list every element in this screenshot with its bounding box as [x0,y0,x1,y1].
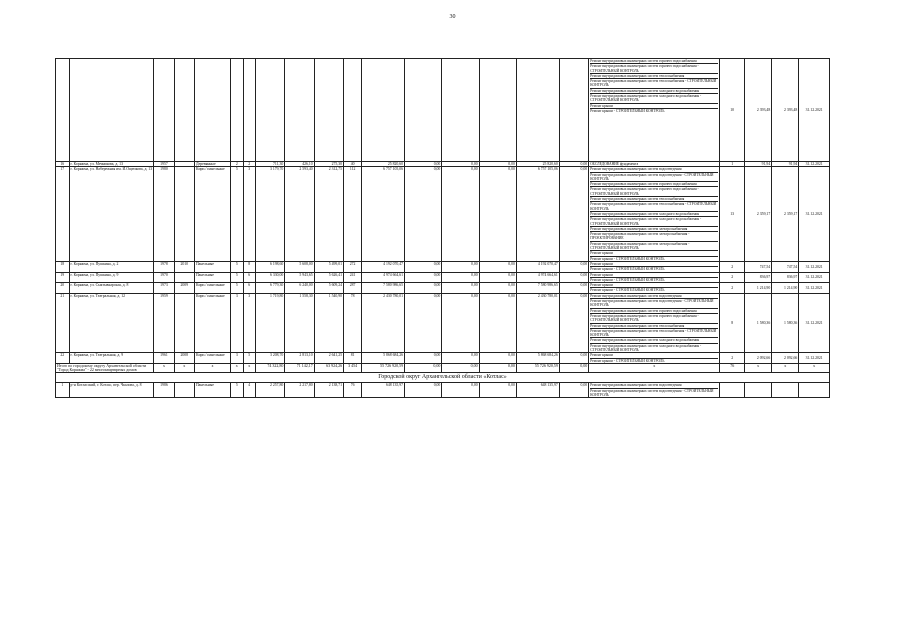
table-cell [442,59,479,162]
deadline: 31.12.2021 [799,272,830,283]
residents: 3 454 [344,363,362,373]
fund-regional: 0,00 [442,293,479,353]
work-item: Ремонт крыши [590,104,718,109]
unit-cost: 836,97 [745,272,772,283]
residents: 40 [344,162,362,167]
floors: 5 [231,383,243,398]
dash-cell: х [799,363,830,373]
table-cell [285,59,314,162]
entrances: 2 [243,162,255,167]
cost-total: 4 974 664,61 [362,272,405,283]
year-renovated [174,293,194,353]
table-cell [174,59,194,162]
year-built: 1957 [154,162,174,167]
cost-total: 55 726 920,59 [362,363,405,373]
work-item: Ремонт крыши - СТРОИТЕЛЬНЫЙ КОНТРОЛЬ [590,358,665,363]
table-cell [772,383,799,398]
work-item: Ремонт внутридомовых инженерных систем горячего водоснабжения [590,59,718,64]
residents: 78 [344,293,362,353]
fund-local: 0,00 [479,272,516,283]
max-cost: 1 214,90 [772,283,799,294]
year-built: 1973 [154,283,174,294]
fund-regional: 0,00 [442,363,479,373]
fund-owners: 4 974 664,61 [516,272,559,283]
fund-local: 0,00 [479,293,516,353]
table-row [56,167,830,262]
table-row [56,383,830,398]
max-cost: 747,54 [772,261,799,272]
fund-regional: 0,00 [442,272,479,283]
fund-other: 0,00 [559,162,588,167]
fund-owners: 648 135,97 [516,383,559,398]
dash-cell: х [745,363,772,373]
work-item: Ремонт крыши - СТРОИТЕЛЬНЫЙ КОНТРОЛЬ [590,267,665,272]
fund-other: 0,00 [559,283,588,294]
row-number: 16 [56,162,70,167]
work-item: Ремонт внутридомовых инженерных систем водоотведения - СТРОИТЕЛЬНЫЙ КОНТРОЛЬ [590,388,714,398]
fund-other: 0,00 [559,272,588,283]
area-living: 5 943,65 [285,272,314,283]
deadline: 31.12.2021 [799,162,830,167]
area-living: 2 217,80 [285,383,314,398]
works-list [589,353,720,364]
fund-federal: 0,00 [405,353,442,364]
table-row [56,283,830,294]
fund-other: 0,00 [559,261,588,272]
dash-cell: х [154,363,174,373]
work-item: Ремонт крыши - СТРОИТЕЛЬНЫЙ КОНТРОЛЬ [590,277,665,282]
max-cost: 2 393,48 [772,59,799,162]
fund-federal: 0,00 [405,162,442,167]
work-item: Ремонт внутридомовых инженерных систем горячего водоснабжения [590,182,718,187]
work-count: 1 [720,162,745,167]
work-count: 10 [720,59,745,162]
wall-material: Кирп./ панельные [194,167,230,262]
area-total: 6 779,30 [255,283,284,294]
fund-local: 0,00 [479,167,516,262]
floors: 2 [231,162,243,167]
work-count: 2 [720,261,745,272]
floors: 5 [231,272,243,283]
table-cell [559,59,588,162]
table-cell [516,59,559,162]
entrances: 6 [243,283,255,294]
wall-material: Панельные [194,272,230,283]
residents: 241 [344,272,362,283]
fund-federal: 0,00 [405,283,442,294]
row-number: 19 [56,272,70,283]
row-number: 20 [56,283,70,294]
work-item: Ремонт внутридомовых инженерных систем горячего водоснабжения - СТРОИТЕЛЬНЫЙ КОНТРОЛЬ [590,314,718,324]
fund-regional: 0,00 [442,283,479,294]
max-cost: 2 092,66 [772,353,799,364]
fund-owners: 4 192 070,47 [516,261,559,272]
works-list [589,293,720,353]
fund-federal: 0,00 [405,261,442,272]
fund-federal: 0,00 [405,293,442,353]
wall-material: Кирп./ панельные [194,283,230,294]
fund-local: 0,00 [479,383,516,398]
unit-cost: 2 359,17 [745,167,772,262]
work-item: Ремонт внутридомовых инженерных систем водоотведения [590,383,718,388]
wall-material: Панельные [194,261,230,272]
area-living: 2 593,40 [285,167,314,262]
area-total: 74 322,80 [255,363,284,373]
area-living: 71 142,17 [285,363,314,373]
table-cell [344,59,362,162]
unit-cost: 2 092,66 [745,353,772,364]
fund-regional: 0,00 [442,167,479,262]
year-built: 1980 [154,167,174,262]
table-cell [231,59,243,162]
entrances: 4 [243,383,255,398]
works-list [589,59,720,162]
deadline: 31.12.2021 [799,353,830,364]
area-total: 2 257,80 [255,383,284,398]
work-item: Ремонт крыши [590,353,718,358]
area-owned: 5 499,01 [314,261,343,272]
floors: 3 [231,293,243,353]
floors: 3 [231,353,243,364]
residents: 272 [344,261,362,272]
area-owned: 2 138,71 [314,383,343,398]
year-renovated [174,272,194,283]
work-item: ОБСЛЕДОВАНИЕ фундамента [590,162,639,166]
work-item: Ремонт крыши [590,283,718,288]
table-cell [405,59,442,162]
area-owned: 5 626,41 [314,272,343,283]
table-cell [194,59,230,162]
dash-cell: х [174,363,194,373]
fund-regional: 0,00 [442,261,479,272]
table-row [56,293,830,353]
fund-local: 0,00 [479,363,516,373]
cost-total: 5 868 684,26 [362,353,405,364]
address: г. Коряжма, ул. Пушкина, д. 2 [69,261,154,272]
work-item: Ремонт внутридомовых инженерных систем электроснабжения [590,227,718,232]
work-item: Ремонт внутридомовых инженерных систем теплоснабжения [590,197,718,202]
dash-cell: х [243,363,255,373]
floors: 5 [231,261,243,272]
unit-cost: 1 214,90 [745,283,772,294]
fund-owners: 2 430 780,01 [516,293,559,353]
fund-regional: 0,00 [442,383,479,398]
max-cost: 836,97 [772,272,799,283]
fund-federal: 0,00 [405,272,442,283]
cost-total: 6 757 105,06 [362,167,405,262]
max-cost: 2 359,17 [772,167,799,262]
work-item: Ремонт внутридомовых инженерных систем холодного водоснабжения - СТРОИТЕЛЬНЫЙ КОНТРОЛЬ [590,217,718,227]
deadline: 31.12.2021 [799,167,830,262]
year-renovated: 2008 [174,353,194,364]
page-number: 30 [449,14,456,20]
address: г. Коряжма, ул. Театральная, д. 9 [69,353,154,364]
fund-other: 0,00 [559,363,588,373]
year-built: 1970 [154,272,174,283]
dash-cell: х [194,363,230,373]
work-item: Ремонт внутридомовых инженерных систем холодного водоснабжения [590,89,718,94]
work-item: Ремонт внутридомовых инженерных систем водоотведения - СТРОИТЕЛЬНЫЙ КОНТРОЛЬ [590,173,718,183]
wall-material: Кирп./ панельные [194,353,230,364]
area-living: 5 608,00 [285,261,314,272]
fund-owners: 6 757 105,06 [516,167,559,262]
deadline: 31.12.2021 [799,293,830,353]
works-list [589,272,720,283]
year-renovated: 2009 [174,283,194,294]
work-item: Ремонт внутридомовых инженерных систем теплоснабжения [590,74,718,79]
works-list [589,261,720,272]
row-number: 17 [56,167,70,262]
table-cell [799,383,830,398]
table-row [56,59,830,162]
wall-material: Панельные [194,383,230,398]
fund-local: 0,00 [479,283,516,294]
floors: 5 [231,167,243,262]
table-cell [479,59,516,162]
area-owned: 2 641,25 [314,353,343,364]
work-item: Ремонт внутридомовых инженерных систем теплоснабжения [590,324,718,329]
work-item: Ремонт внутридомовых инженерных систем теплоснабжения - СТРОИТЕЛЬНЫЙ КОНТРОЛЬ [590,79,718,89]
year-renovated [174,383,194,398]
fund-owners: 7 580 986,65 [516,283,559,294]
area-total: 6 198,60 [255,261,284,272]
work-count: 2 [720,272,745,283]
table-cell [255,59,284,162]
unit-cost: 2 393,48 [745,59,772,162]
fund-owners: 25 820,60 [516,162,559,167]
area-total: 6 330,00 [255,272,284,283]
work-item: Ремонт крыши [590,273,718,278]
address: г. Коряжма, ул. Театральная, д. 12 [69,293,154,353]
work-item: Ремонт внутридомовых инженерных систем горячего водоснабжения - СТРОИТЕЛЬНЫЙ КОНТРОЛЬ [590,64,718,74]
fund-other: 0,00 [559,383,588,398]
cost-total: 648 135,97 [362,383,405,398]
max-cost: 91,94 [772,162,799,167]
cost-total: 4 192 070,47 [362,261,405,272]
residents: 81 [344,353,362,364]
address: р-н Котласский, г. Котлас, пер. Чкалова, д. 8 [69,383,154,398]
table-cell [314,59,343,162]
wall-material: Деревянные [194,162,230,167]
work-count: 8 [720,293,745,353]
area-owned: 2 312,75 [314,167,343,262]
work-item: Ремонт крыши [590,251,718,256]
area-living: 1 558,30 [285,293,314,353]
work-item: Ремонт крыши - СТРОИТЕЛЬНЫЙ КОНТРОЛЬ [590,108,665,113]
floors: 5 [231,283,243,294]
work-count: 13 [720,167,745,262]
work-item: Ремонт внутридомовых инженерных систем водоотведения [590,167,718,172]
works-list [589,167,720,262]
fund-other: 0,00 [559,353,588,364]
wall-material: Кирп./ панельные [194,293,230,353]
row-number: 22 [56,353,70,364]
entrances: 8 [243,261,255,272]
entrances: 6 [243,272,255,283]
area-living: 6 240,00 [285,283,314,294]
work-item: Ремонт внутридомовых инженерных систем электроснабжения - ПРОЕКТИРОВАНИЕ [590,232,718,242]
area-total: 1 719,80 [255,293,284,353]
table-row [56,353,830,364]
table-cell [69,59,154,162]
address: г. Коряжма, ул. Набережная им. И.Ощепкова, д. 13 [69,167,154,262]
fund-local: 0,00 [479,261,516,272]
work-item: Ремонт внутридомовых инженерных систем холодного водоснабжения [590,212,718,217]
fund-local: 0,00 [479,353,516,364]
area-owned: 275,30 [314,162,343,167]
work-item: Ремонт внутридомовых инженерных систем холодного водоснабжения - СТРОИТЕЛЬНЫЙ КОНТРОЛЬ [590,94,718,104]
table-cell [720,383,745,398]
work-item: Ремонт внутридомовых инженерных систем водоотведения [590,294,718,299]
table-cell [56,59,70,162]
work-item: Ремонт внутридомовых инженерных систем электроснабжения - СТРОИТЕЛЬНЫЙ КОНТРОЛЬ [590,242,718,252]
row-number: 18 [56,261,70,272]
section-title: Городской округ Архангельской области «Котлас» [56,373,830,383]
year-built: 1986 [154,383,174,398]
work-item: Ремонт крыши - СТРОИТЕЛЬНЫЙ КОНТРОЛЬ [590,288,665,293]
unit-cost: 747,54 [745,261,772,272]
row-number: 1 [56,383,70,398]
area-owned: 63 924,26 [314,363,343,373]
unit-cost: 1 580,36 [745,293,772,353]
area-total: 3 208,70 [255,353,284,364]
total-label: Итого по городскому округу Архангельской области "Город Коряжма" - 22 многоквартирных домов [56,363,154,373]
fund-owners: 55 726 920,59 [516,363,559,373]
work-item: Ремонт внутридомовых инженерных систем теплоснабжения - СТРОИТЕЛЬНЫЙ КОНТРОЛЬ [590,202,718,212]
address: г. Коряжма, ул. Мечникова, д. 13 [69,162,154,167]
cost-total: 25 820,60 [362,162,405,167]
residents: 112 [344,167,362,262]
row-number: 21 [56,293,70,353]
year-renovated: 2010 [174,261,194,272]
fund-federal: 0,00 [405,363,442,373]
works-list [589,283,720,294]
area-total: 3 179,70 [255,167,284,262]
fund-regional: 0,00 [442,353,479,364]
deadline: 31.12.2021 [799,261,830,272]
residents: 287 [344,283,362,294]
cost-total: 2 430 780,01 [362,293,405,353]
work-item: Ремонт внутридомовых инженерных систем холодного водоснабжения - СТРОИТЕЛЬНЫЙ КОНТРОЛЬ [590,343,702,352]
dash-cell: х [772,363,799,373]
table-row [56,272,830,283]
table-cell [154,59,174,162]
fund-other: 0,00 [559,293,588,353]
total-row [56,363,830,373]
fund-federal: 0,00 [405,383,442,398]
work-count: 76 [720,363,745,373]
year-renovated [174,167,194,262]
address: г. Коряжма, ул. Сыктывкарская, д. 8 [69,283,154,294]
work-item: Ремонт внутридомовых инженерных систем водоотведения - СТРОИТЕЛЬНЫЙ КОНТРОЛЬ [590,299,718,309]
dash-cell: х [589,363,720,373]
unit-cost: 91,94 [745,162,772,167]
table-cell [745,383,772,398]
area-owned: 1 540,90 [314,293,343,353]
table-row [56,261,830,272]
fund-regional: 0,00 [442,162,479,167]
area-living: 2 813,10 [285,353,314,364]
entrances: 3 [243,293,255,353]
fund-other: 0,00 [559,167,588,262]
deadline: 31.12.2021 [799,283,830,294]
fund-federal: 0,00 [405,167,442,262]
work-item: Ремонт внутридомовых инженерных систем теплоснабжения - СТРОИТЕЛЬНЫЙ КОНТРОЛЬ [590,329,718,339]
work-item: Ремонт внутридомовых инженерных систем горячего водоснабжения - СТРОИТЕЛЬНЫЙ КОНТРОЛЬ [590,187,718,197]
fund-owners: 5 868 684,26 [516,353,559,364]
year-built: 1978 [154,261,174,272]
deadline: 31.12.2021 [799,59,830,162]
capital-repair-table [55,58,830,398]
area-living: 426,10 [285,162,314,167]
work-item: Ремонт внутридомовых инженерных систем горячего водоснабжения [590,309,718,314]
fund-local: 0,00 [479,162,516,167]
table-cell [243,59,255,162]
address: г. Коряжма, ул. Пушкина, д. 9 [69,272,154,283]
work-count: 2 [720,283,745,294]
table-cell [362,59,405,162]
residents: 76 [344,383,362,398]
entrances: 3 [243,167,255,262]
section-row [56,373,830,383]
work-item: Ремонт внутридомовых инженерных систем холодного водоснабжения [590,338,718,343]
year-built: 1961 [154,353,174,364]
dash-cell: х [231,363,243,373]
area-owned: 5 609,24 [314,283,343,294]
area-total: 711,30 [255,162,284,167]
work-count: 2 [720,353,745,364]
max-cost: 1 580,36 [772,293,799,353]
work-item: Ремонт крыши [590,262,718,267]
entrances: 5 [243,353,255,364]
year-built: 1959 [154,293,174,353]
work-item: Ремонт крыши - СТРОИТЕЛЬНЫЙ КОНТРОЛЬ [590,256,665,261]
cost-total: 7 580 986,65 [362,283,405,294]
works-list [589,383,720,398]
